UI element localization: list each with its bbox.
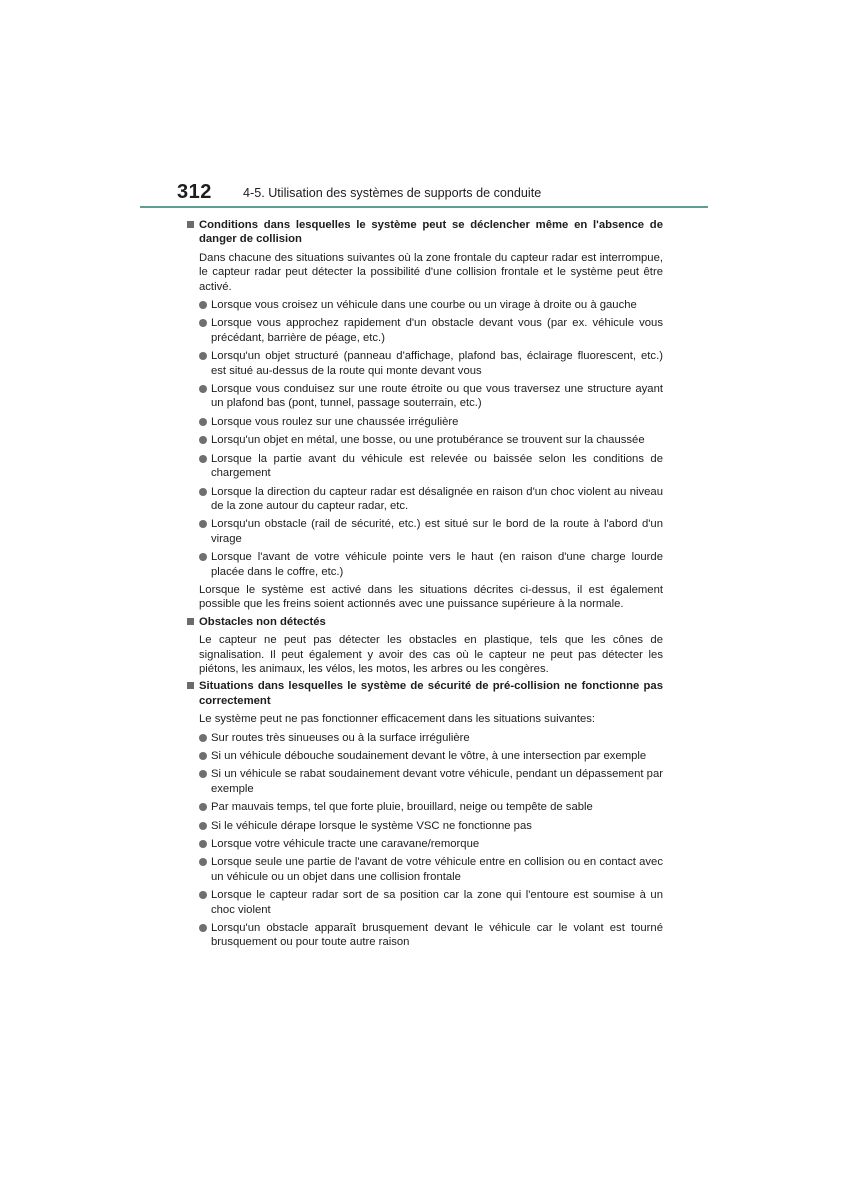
paragraph <box>187 251 663 294</box>
section-heading <box>187 679 663 708</box>
square-bullet-icon <box>187 221 194 228</box>
paragraph <box>187 712 663 726</box>
list-item <box>187 382 663 411</box>
paragraph <box>187 583 663 612</box>
circle-bullet-icon <box>199 734 207 742</box>
page-header <box>174 180 714 204</box>
page-number: 312 <box>177 181 212 203</box>
list-item <box>187 731 663 745</box>
list-item-text: Lorsque vous conduisez sur une route étroite ou que vous traversez une structure ayant un plafond bas (pont, tunnel, passage souterrain, etc.) <box>211 383 663 410</box>
list-item <box>187 298 663 312</box>
circle-bullet-icon <box>199 301 207 309</box>
circle-bullet-icon <box>199 553 207 561</box>
paragraph-text: Dans chacune des situations suivantes où la zone frontale du capteur radar est interrompue, le capteur radar peut détecter la possibilité d'une collision frontale et le système peut être activé. <box>199 251 663 293</box>
list-item-text: Lorsqu'un obstacle apparaît brusquement devant le véhicule car le volant est tourné brusquement ou pour toute autre raison <box>211 922 663 949</box>
list-item-text: Lorsque vous approchez rapidement d'un obstacle devant vous (par ex. véhicule vous précédant, barrière de péage, etc.) <box>211 317 663 344</box>
section-heading <box>187 615 663 629</box>
list-item <box>187 349 663 378</box>
list-item <box>187 550 663 579</box>
section-heading <box>187 218 663 247</box>
list-item <box>187 415 663 429</box>
circle-bullet-icon <box>199 319 207 327</box>
list-item-text: Lorsque vous roulez sur une chaussée irrégulière <box>211 415 459 428</box>
circle-bullet-icon <box>199 822 207 830</box>
list-item-text: Lorsque seule une partie de l'avant de votre véhicule entre en collision ou en contact avec un véhicule ou un objet dans une collision frontale <box>211 856 663 883</box>
list-item-text: Lorsque la partie avant du véhicule est relevée ou baissée selon les conditions de chargement <box>211 452 663 480</box>
circle-bullet-icon <box>199 520 207 528</box>
list-item-text: Si un véhicule débouche soudainement devant le vôtre, à une intersection par exemple <box>211 750 647 762</box>
list-item <box>187 749 663 763</box>
list-item-text: Lorsqu'un objet structuré (panneau d'affichage, plafond bas, éclairage fluorescent, etc.) est situé au-dessus de la route qui monte devant vous <box>211 350 663 377</box>
list-item-text: Lorsque le capteur radar sort de sa position car la zone qui l'entoure est soumise à un choc violent <box>211 889 663 916</box>
chapter-title: 4-5. Utilisation des systèmes de supports de conduite <box>243 186 542 200</box>
list-item <box>187 316 663 345</box>
list-item <box>187 433 663 447</box>
header-divider <box>140 206 708 208</box>
list-item-text: Lorsqu'un objet en métal, une bosse, ou une protubérance se trouvent sur la chaussée <box>211 434 645 447</box>
circle-bullet-icon <box>199 418 207 426</box>
list-item <box>187 855 663 884</box>
circle-bullet-icon <box>199 770 207 778</box>
list-item <box>187 800 663 814</box>
list-item-text: Lorsque votre véhicule tracte une caravane/remorque <box>211 838 480 851</box>
square-bullet-icon <box>187 682 194 689</box>
circle-bullet-icon <box>199 924 207 932</box>
circle-bullet-icon <box>199 803 207 811</box>
list-item <box>187 517 663 546</box>
list-item-text: Lorsque la direction du capteur radar est désalignée en raison d'un choc violent au niveau de la zone autour du capteur radar, etc. <box>211 485 663 512</box>
list-item <box>187 921 663 950</box>
circle-bullet-icon <box>199 891 207 899</box>
circle-bullet-icon <box>199 488 207 496</box>
circle-bullet-icon <box>199 858 207 866</box>
list-item <box>187 819 663 833</box>
circle-bullet-icon <box>199 840 207 848</box>
section-title: Obstacles non détectés <box>199 615 326 628</box>
paragraph-text: Lorsque le système est activé dans les situations décrites ci-dessus, il est également possible que les freins soient actionnés avec une puissance supérieure à la normale. <box>199 583 663 611</box>
list-item-text: Lorsqu'un obstacle (rail de sécurité, etc.) est situé sur le bord de la route à l'abord d'un virage <box>211 518 663 545</box>
list-item <box>187 485 663 514</box>
circle-bullet-icon <box>199 352 207 360</box>
list-item-text: Sur routes très sinueuses ou à la surface irrégulière <box>211 731 470 744</box>
section-title: Conditions dans lesquelles le système peut se déclencher même en l'absence de danger de collision <box>199 219 663 246</box>
list-item-text: Lorsque l'avant de votre véhicule pointe vers le haut (en raison d'une charge lourde placée dans le coffre, etc.) <box>211 551 663 578</box>
square-bullet-icon <box>187 618 194 625</box>
paragraph-text: Le système peut ne pas fonctionner efficacement dans les situations suivantes: <box>199 713 596 726</box>
paragraph-text: Le capteur ne peut pas détecter les obstacles en plastique, tels que les cônes de signalisation. Il peut également y avoir des cas où le capteur ne peut pas détecter les piétons, les animaux, les vélos, les motos, les arbres ou les congères. <box>199 634 663 675</box>
circle-bullet-icon <box>199 436 207 444</box>
list-item <box>187 767 663 796</box>
section-title: Situations dans lesquelles le système de sécurité de pré-collision ne fonctionne pas correctement <box>199 680 663 707</box>
paragraph <box>187 633 663 676</box>
list-item <box>187 888 663 917</box>
circle-bullet-icon <box>199 385 207 393</box>
list-item-text: Lorsque vous croisez un véhicule dans une courbe ou un virage à droite ou à gauche <box>211 299 637 312</box>
list-item-text: Si un véhicule se rabat soudainement devant votre véhicule, pendant un dépassement par exemple <box>211 768 663 795</box>
list-item <box>187 452 663 481</box>
list-item-text: Si le véhicule dérape lorsque le système VSC ne fonctionne pas <box>211 819 532 832</box>
list-item <box>187 837 663 851</box>
list-item-text: Par mauvais temps, tel que forte pluie, brouillard, neige ou tempête de sable <box>211 801 593 814</box>
document-body <box>187 215 663 950</box>
circle-bullet-icon <box>199 752 207 760</box>
circle-bullet-icon <box>199 455 207 463</box>
